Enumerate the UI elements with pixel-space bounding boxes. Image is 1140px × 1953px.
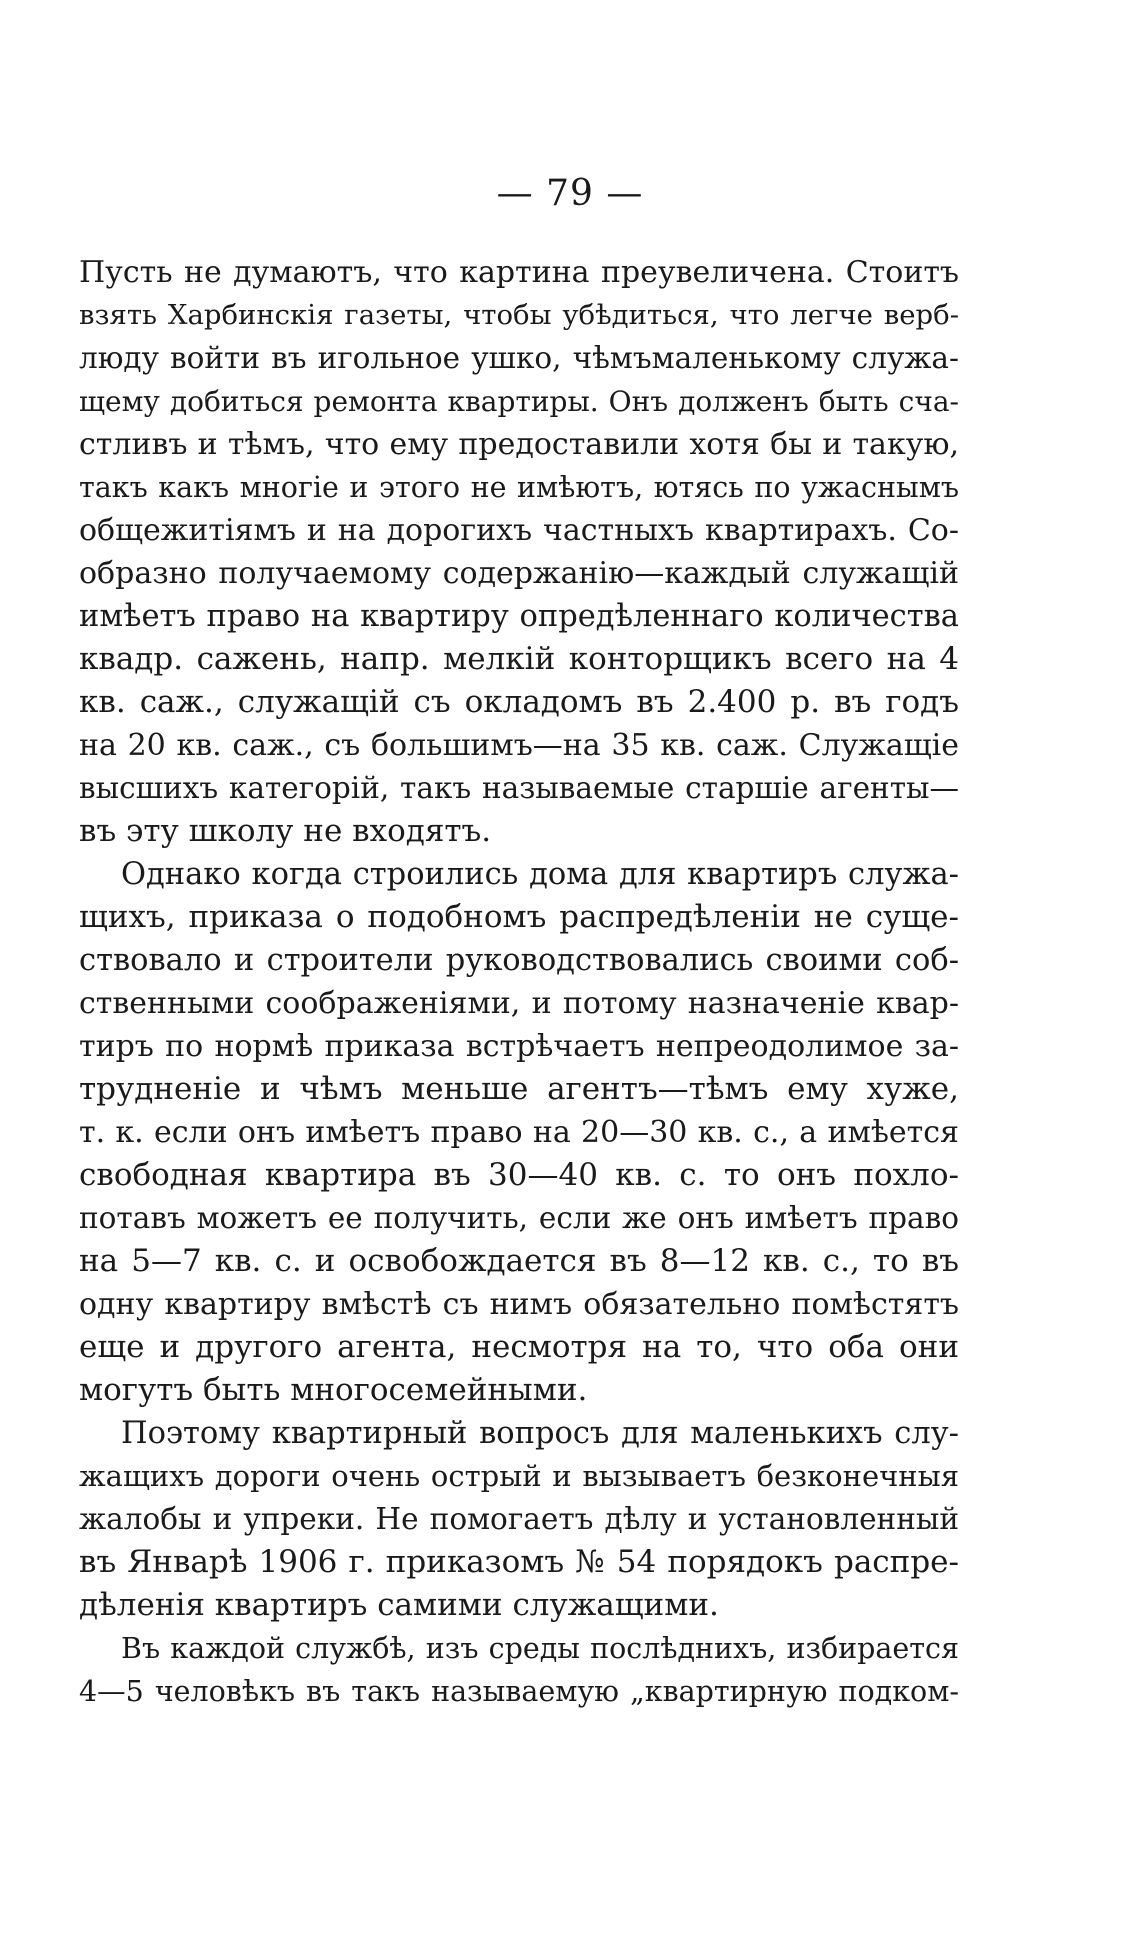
text-body xyxy=(79,251,959,1713)
text-line: потавъ можетъ ее получить, если же онъ имѣетъ право xyxy=(79,1201,959,1235)
text-line: могутъ быть многосемейными. xyxy=(79,1372,588,1408)
paragraph-1 xyxy=(79,251,959,853)
text-line: высшихъ категорій, такъ называемые старшіе агенты— xyxy=(79,771,959,805)
text-line: щихъ, приказа о подобномъ распредѣленіи не суще- xyxy=(79,899,959,935)
text-line: въ Январѣ 1906 г. приказомъ № 54 порядокъ распре- xyxy=(79,1544,959,1580)
paragraph-4 xyxy=(79,1627,959,1713)
page-number: — 79 — xyxy=(496,173,644,214)
text-line: жащихъ дороги очень острый и вызываетъ безконечныя xyxy=(79,1459,959,1493)
paragraph-3 xyxy=(79,1412,959,1627)
text-line: Однако когда строились дома для квартиръ служа- xyxy=(121,857,959,892)
text-line: жалобы и упреки. Не помогаетъ дѣлу и установленный xyxy=(79,1502,959,1536)
text-line: одну квартиру вмѣстѣ съ нимъ обязательно помѣстятъ xyxy=(79,1287,959,1322)
text-line: общежитіямъ и на дорогихъ частныхъ квартирахъ. Со- xyxy=(79,513,959,548)
text-line: взять Харбинскія газеты, чтобы убѣдиться, что легче верб- xyxy=(79,299,959,331)
text-line: люду войти въ игольное ушко, чѣмъмаленькому служа- xyxy=(79,341,959,375)
text-line: ственными соображеніями, и потому назначеніе квар- xyxy=(79,986,959,1021)
text-line: Въ каждой службѣ, изъ среды послѣднихъ, избирается xyxy=(121,1632,959,1665)
text-line: дѣленія квартиръ самими служащими. xyxy=(79,1587,719,1623)
text-line: щему добиться ремонта квартиры. Онъ долженъ быть сча- xyxy=(79,385,959,418)
paragraph-2 xyxy=(79,853,959,1412)
text-line: свободная квартира въ 30—40 кв. с. то онъ похло- xyxy=(79,1157,959,1193)
text-line: квадр. сажень, напр. мелкій конторщикъ всего на 4 xyxy=(79,641,959,677)
text-line: имѣетъ право на квартиру опредѣленнаго количества xyxy=(79,599,959,634)
text-line: Пусть не думаютъ, что картина преувеличена. Стоитъ xyxy=(79,255,959,290)
text-line: кв. саж., служащій съ окладомъ въ 2.400 р. въ годъ xyxy=(79,684,959,720)
text-line: въ эту школу не входятъ. xyxy=(79,813,492,849)
text-line: такъ какъ многіе и этого не имѣютъ, ютясь по ужаснымъ xyxy=(79,471,959,504)
text-line: 4—5 человѣкъ въ такъ называемую „квартирную подком- xyxy=(79,1675,959,1708)
text-line: на 20 кв. саж., съ большимъ—на 35 кв. саж. Служащіе xyxy=(79,728,959,763)
text-line: образно получаемому содержанію—каждый служащій xyxy=(79,556,959,591)
text-line: Поэтому квартирный вопросъ для маленькихъ слу- xyxy=(121,1416,959,1451)
text-line: еще и другого агента, несмотря на то, что оба они xyxy=(79,1329,959,1365)
text-line: на 5—7 кв. с. и освобождается въ 8—12 кв. с., то въ xyxy=(79,1243,959,1279)
text-line: ствовало и строители руководствовались своими соб- xyxy=(79,943,959,978)
text-line: стливъ и тѣмъ, что ему предоставили хотя бы и такую, xyxy=(79,427,959,462)
text-line: тиръ по нормѣ приказа встрѣчаетъ непреодолимое за- xyxy=(79,1029,959,1064)
text-line: трудненіе и чѣмъ меньше агентъ—тѣмъ ему хуже, xyxy=(79,1071,959,1107)
text-line: т. к. если онъ имѣетъ право на 20—30 кв. с., а имѣется xyxy=(79,1115,959,1150)
